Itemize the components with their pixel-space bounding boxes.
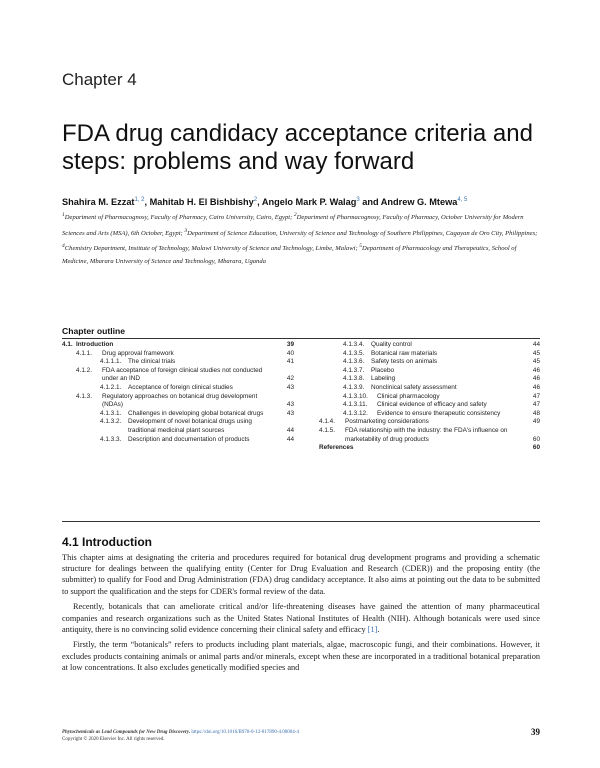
outline-entry-number: 4.1.3.10.	[343, 392, 368, 400]
outline-entry-number: 4.1.4.	[319, 418, 335, 426]
outline-entry-page: 46	[532, 383, 540, 391]
outline-entry[interactable]	[305, 384, 540, 393]
outline-entry[interactable]	[305, 393, 540, 402]
outline-entry[interactable]	[62, 410, 294, 419]
outline-entry-text: Evidence to ensure therapeutic consistency	[377, 409, 501, 417]
outline-entry-text: The clinical trials	[128, 358, 176, 366]
outline-entry-number: 4.1.3.11.	[343, 401, 368, 409]
outline-entry-page: 43	[286, 383, 294, 391]
outline-entry[interactable]	[305, 358, 540, 367]
outline-entry-page: 47	[532, 392, 540, 400]
outline-entry-text: Regulatory approaches on botanical drug development (NDAs)	[102, 392, 258, 409]
outline-entry-page: 39	[286, 341, 294, 348]
outline-bottom-rule	[62, 521, 540, 522]
outline-entry-number: 4.1.2.1.	[100, 383, 122, 391]
outline-entry-text: Acceptance of foreign clinical studies	[128, 383, 233, 391]
outline-entry[interactable]	[305, 341, 540, 350]
citation-link[interactable]: [1]	[367, 624, 378, 634]
outline-entry-number	[305, 444, 319, 453]
outline-entry-number: 4.1.3.3.	[100, 435, 122, 443]
outline-entry-page: 44	[286, 435, 294, 443]
outline-entry-number: 4.1.1.	[76, 349, 92, 357]
outline-entry-number: 4.1.1.1.	[100, 358, 122, 366]
outline-entry-number: 4.1.3.2.	[100, 418, 122, 426]
outline-right-column	[305, 341, 540, 453]
paragraph: This chapter aims at designating the criteria and procedures required for botanical drug development programs and providing a schematic structure for dealings between the qualifying entity (Center for Drug Evaluation and Research (CDER)) and the proposing entity (the submitter) to qualify for Food and Drug Administration (FDA) drug candidacy acceptance. It also aims at pointing out the data to be submitted to support the qualification and the steps for CDER's formal review of the data.	[62, 553, 540, 596]
outline-entry[interactable]	[62, 436, 294, 445]
outline-entry-text: Nonclinical safety assessment	[371, 383, 457, 391]
outline-entry-number: 4.1.3.6.	[343, 358, 365, 366]
outline-entry-page: 44	[532, 341, 540, 348]
outline-entry-number: 4.1.3.9.	[343, 383, 365, 391]
outline-entry[interactable]	[62, 393, 294, 410]
page-number: 39	[531, 727, 540, 737]
outline-entry-number: 4.1.3.	[76, 392, 92, 400]
copyright: Copyright © 2020 Elsevier Inc. All rights reserved.	[62, 737, 165, 742]
chapter-label: Chapter 4	[62, 70, 137, 89]
outline-entry-page: 49	[532, 418, 540, 426]
affiliation: $^2$Department of Pharmacognosy, Faculty of Pharmacy, October University for Modern Sciences and Arts (MSA), 6th October, Egypt;	[62, 212, 524, 237]
outline-entry[interactable]	[305, 410, 540, 419]
author-list	[62, 197, 552, 207]
outline-entry-text: Placebo	[371, 366, 395, 374]
outline-entry-page: 45	[532, 349, 540, 357]
author-affil-ref[interactable]: 1, 2	[134, 197, 145, 203]
outline-entry-text: Safety tests on animals	[371, 358, 438, 366]
paragraph: Recently, botanicals that can ameliorate critical and/or life-threatening diseases have gained the attention of many pharmaceutical companies and research organizations such as the United States National Institutes of Health (NIH). Although botanicals were used since antiquity, there is no convincing solid evidence concerning their clinical safety and efficacy [1].	[62, 602, 540, 634]
author: Mahitab H. El Bishbishy$^2$,	[149, 197, 262, 208]
outline-entry[interactable]	[62, 418, 294, 435]
page-footer	[62, 729, 540, 743]
outline-entry-page: 60	[532, 435, 540, 443]
outline-entry-text: Description and documentation of products	[128, 435, 250, 443]
author-affil-ref[interactable]: 4, 5	[457, 197, 468, 203]
author: Andrew G. Mtewa$^{4, 5}$	[380, 197, 468, 208]
chapter-title: FDA drug candidacy acceptance criteria and steps: problems and way forward	[62, 120, 533, 175]
affiliations	[62, 209, 540, 268]
outline-entry-text: Botanical raw materials	[371, 349, 438, 357]
outline-entry[interactable]	[305, 375, 540, 384]
outline-entry-page: 46	[532, 375, 540, 383]
outline-entry-text: Labeling	[371, 375, 396, 383]
affiliation: $^3$Department of Science Education, University of Science and Technology of Southern Philippines, Cagayan de Oro City, Philippines;	[184, 227, 538, 237]
outline-entry-text: Drug approval framework	[102, 349, 174, 357]
outline-entry-page: 45	[532, 358, 540, 366]
body-text	[62, 552, 540, 673]
outline-entry-page: 41	[286, 358, 294, 366]
author-affil-ref[interactable]: 2	[253, 197, 258, 203]
outline-entry-text: FDA acceptance of foreign clinical studies not conducted under an IND	[102, 366, 263, 383]
outline-entry[interactable]	[305, 350, 540, 359]
outline-entry-page: 46	[532, 366, 540, 374]
outline-left-column	[62, 341, 294, 444]
outline-entry[interactable]	[305, 418, 540, 427]
affiliation: $^4$Chemistry Department, Institute of Technology, Malawi University of Science and Technology, Limbe, Malawi;	[62, 243, 360, 253]
outline-entry[interactable]	[305, 367, 540, 376]
outline-entry-text: Postmarketing considerations	[345, 418, 429, 426]
outline-entry-number: 4.1.3.8.	[343, 375, 365, 383]
doi-link[interactable]: https://doi.org/10.1016/B978-0-12-817890-4.00004-4	[191, 730, 299, 735]
outline-top-rule	[62, 338, 540, 339]
outline-entry[interactable]	[62, 341, 294, 350]
outline-entry-text: Development of novel botanical drugs using traditional medicinal plant sources	[128, 418, 252, 434]
outline-entry-number: 4.1.	[62, 341, 73, 348]
outline-entry-page: 60	[532, 444, 540, 452]
outline-entry[interactable]	[305, 444, 540, 453]
author-affil-ref[interactable]: 3	[356, 197, 360, 203]
outline-entry-number: 4.1.5.	[319, 426, 335, 434]
outline-entry-page: 44	[286, 426, 294, 434]
outline-entry-number: 4.1.3.12.	[343, 409, 368, 417]
outline-entry-text: Introduction	[76, 341, 114, 348]
outline-entry-page: 43	[286, 409, 294, 417]
paragraph: Firstly, the term “botanicals” refers to products including plant materials, algae, macroscopic fungi, and their combinations. However, it excludes products containing animals or animal parts and/or minerals, except when these are incorporated in a traditional botanical preparation at low concentrations. It also excludes genetically modified species and	[62, 640, 540, 672]
outline-entry-text: FDA relationship with the industry: the FDA's influence on marketability of drug products	[345, 426, 508, 443]
author: Shahira M. Ezzat$^{1, 2}$,	[62, 197, 150, 208]
affiliation: $^5$Department of Pharmacology and Therapeutics, School of Medicine, Mbarara University of Science and Technology, Mbarara, Uganda	[62, 243, 517, 265]
outline-entry-number: 4.1.3.7.	[343, 366, 365, 374]
outline-entry-text: Challenges in developing global botanical drugs	[128, 409, 264, 417]
outline-entry-text: Clinical evidence of efficacy and safety	[377, 401, 487, 409]
author: Angelo Mark P. Walag$^3$ and	[261, 197, 381, 208]
outline-entry-number: 4.1.3.4.	[343, 341, 365, 348]
outline-entry-number: 4.1.3.1.	[100, 409, 122, 417]
outline-entry-page: 47	[532, 401, 540, 409]
outline-entry[interactable]	[305, 427, 540, 444]
outline-entry[interactable]	[62, 367, 294, 384]
outline-entry-page: 43	[286, 401, 294, 409]
outline-entry-text: Quality control	[371, 341, 412, 348]
outline-entry[interactable]	[62, 358, 294, 367]
book-title: Phytochemicals as Lead Compounds for New Drug Discovery.	[62, 730, 191, 735]
outline-entry-text: Clinical pharmacology	[377, 392, 440, 400]
outline-entry[interactable]	[305, 401, 540, 410]
outline-title: Chapter outline	[62, 326, 126, 336]
outline-entry[interactable]	[62, 384, 294, 393]
affiliation: $^1$Department of Pharmacognosy, Faculty of Pharmacy, Cairo University, Cairo, Egypt;	[62, 212, 294, 222]
outline-entry-page: 40	[286, 349, 294, 357]
outline-entry[interactable]	[62, 350, 294, 359]
outline-entry-page: 42	[286, 375, 294, 383]
section-heading: 4.1 Introduction	[62, 535, 152, 549]
outline-entry-number: 4.1.3.5.	[343, 349, 365, 357]
outline-entry-text: References	[319, 444, 354, 452]
outline-entry-number: 4.1.2.	[76, 366, 92, 374]
outline-entry-page: 48	[532, 409, 540, 417]
